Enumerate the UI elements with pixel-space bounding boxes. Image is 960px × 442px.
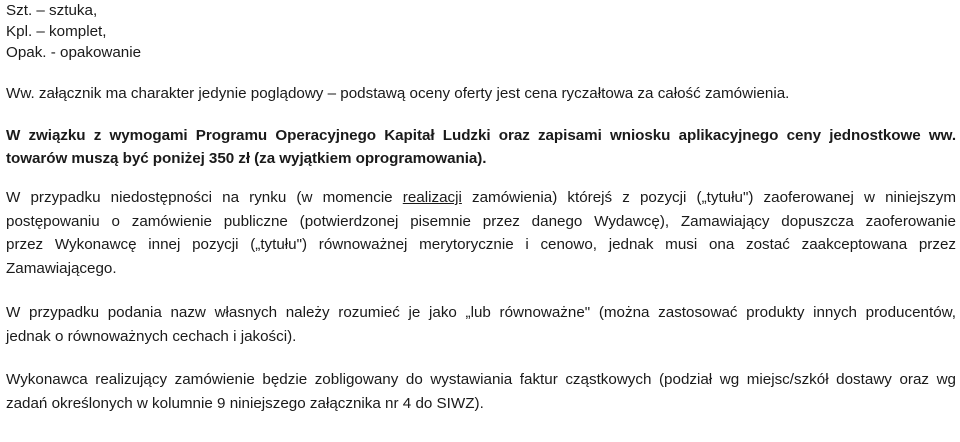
unavailability-paragraph: [6, 186, 956, 280]
paragraph-text: W przypadku niedostępności na rynku (w momencie: [6, 189, 403, 206]
requirement-line-text: W związku z wymogami Programu Operacyjnego Kapitał Ludzki oraz zapisami wniosku aplikacyjnego ceny jednostkowe ww.: [6, 127, 956, 144]
paragraph-text: zamówienia) którejś z pozycji („tytułu") zaoferowanej w niniejszym: [461, 189, 956, 206]
invoice-paragraph: [6, 368, 956, 415]
paragraph-line: postępowaniu o zamówienie publiczne (potwierdzonej pisemnie przez danego Wydawcę), Zamawiający dopuszcza zaoferowanie: [6, 212, 956, 230]
paragraph-line: przez Wykonawcę innej pozycji („tytułu") równoważnej merytorycznie i cenowo, jednak musi ona zostać zaakceptowana przez: [6, 236, 956, 253]
abbreviation-item: Kpl. – komplet,: [6, 23, 107, 40]
abbreviation-list: [6, 0, 956, 63]
requirement-line: [6, 124, 956, 147]
paragraph-line: jednak o równoważnych cechach i jakości).: [6, 327, 297, 345]
document-page: [6, 0, 956, 415]
abbreviation-item: Opak. - opakowanie: [6, 44, 142, 61]
brand-names-paragraph: [6, 301, 956, 348]
underlined-word: realizacji: [402, 189, 462, 206]
requirement-line: towarów muszą być poniżej 350 zł (za wyjątkiem oprogramowania).: [6, 150, 487, 167]
abbreviation-item: Szt. – sztuka,: [6, 2, 98, 19]
note-paragraph: Ww. załącznik ma charakter jedynie poglądowy – podstawą oceny oferty jest cena ryczałtowa za całość zamówienia.: [6, 85, 790, 102]
paragraph-line: [6, 186, 956, 210]
paragraph-line: Zamawiającego.: [6, 259, 117, 277]
paragraph-line: W przypadku podania nazw własnych należy rozumieć je jako „lub równoważne" (można zastosować produkty innych producentów,: [6, 304, 956, 321]
paragraph-line: Wykonawca realizujący zamówienie będzie zobligowany do wystawiania faktur cząstkowych (podział wg miejsc/szkół dostawy oraz wg: [6, 371, 956, 388]
paragraph-line: zadań określonych w kolumnie 9 niniejszego załącznika nr 4 do SIWZ).: [6, 394, 484, 412]
requirement-paragraph: [6, 124, 956, 170]
